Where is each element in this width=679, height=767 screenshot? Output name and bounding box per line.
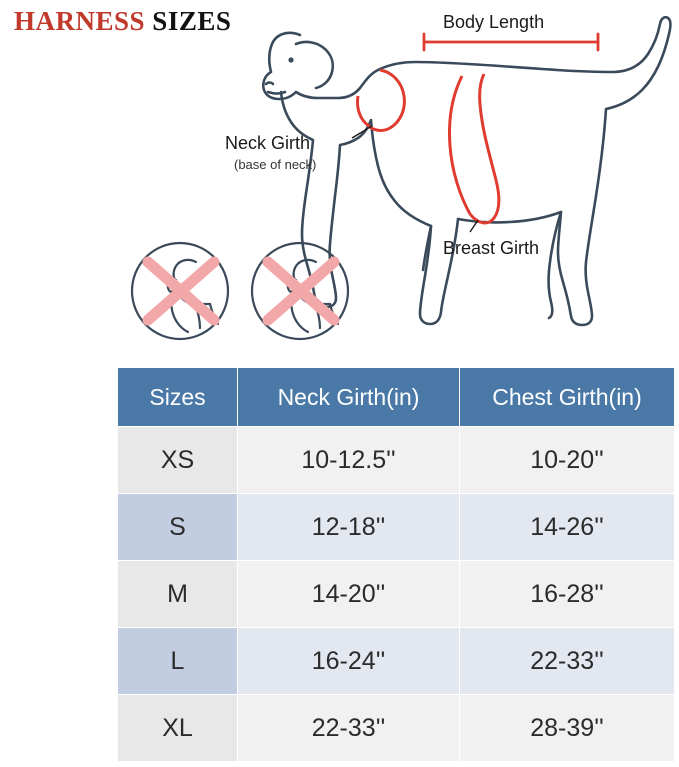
cell-neck: 12-18'': [238, 494, 460, 561]
header-chest-girth: Chest Girth(in): [460, 368, 675, 427]
label-breast-girth: Breast Girth: [443, 238, 540, 258]
body-length-measure: [424, 34, 598, 50]
title-harness: HARNESS: [14, 6, 146, 36]
cell-chest: 14-26'': [460, 494, 675, 561]
label-neck-girth-sub: (base of neck): [234, 157, 317, 172]
neck-girth-measure: [357, 70, 404, 130]
breast-girth-measure: [450, 74, 499, 223]
cell-size: XS: [118, 427, 238, 494]
cell-size: XL: [118, 695, 238, 762]
wrong-fit-icon-1: [132, 243, 228, 339]
cell-neck: 14-20'': [238, 561, 460, 628]
cell-chest: 16-28'': [460, 561, 675, 628]
table-header-row: [118, 368, 675, 427]
dog-measurement-diagram: [0, 0, 679, 355]
table-row: [118, 494, 675, 561]
label-body-length: Body Length: [443, 12, 545, 32]
cell-neck: 22-33'': [238, 695, 460, 762]
cell-size: M: [118, 561, 238, 628]
cell-chest: 28-39'': [460, 695, 675, 762]
cell-neck: 10-12.5'': [238, 427, 460, 494]
cross-mark: [268, 262, 334, 320]
table-row: [118, 628, 675, 695]
label-neck-girth: Neck Girth: [225, 133, 311, 153]
title-sizes: SIZES: [152, 6, 232, 36]
cell-size: S: [118, 494, 238, 561]
header-neck-girth: Neck Girth(in): [238, 368, 460, 427]
cross-mark: [148, 262, 214, 320]
cell-size: L: [118, 628, 238, 695]
cell-chest: 10-20'': [460, 427, 675, 494]
table-row: [118, 695, 675, 762]
wrong-fit-icon-2: [252, 243, 348, 339]
table-row: [118, 427, 675, 494]
size-table-container: [117, 367, 674, 762]
header-sizes: Sizes: [118, 368, 238, 427]
dog-outline-svg: [0, 0, 679, 355]
table-row: [118, 561, 675, 628]
size-chart-table: [117, 367, 675, 762]
cell-neck: 16-24'': [238, 628, 460, 695]
cell-chest: 22-33'': [460, 628, 675, 695]
